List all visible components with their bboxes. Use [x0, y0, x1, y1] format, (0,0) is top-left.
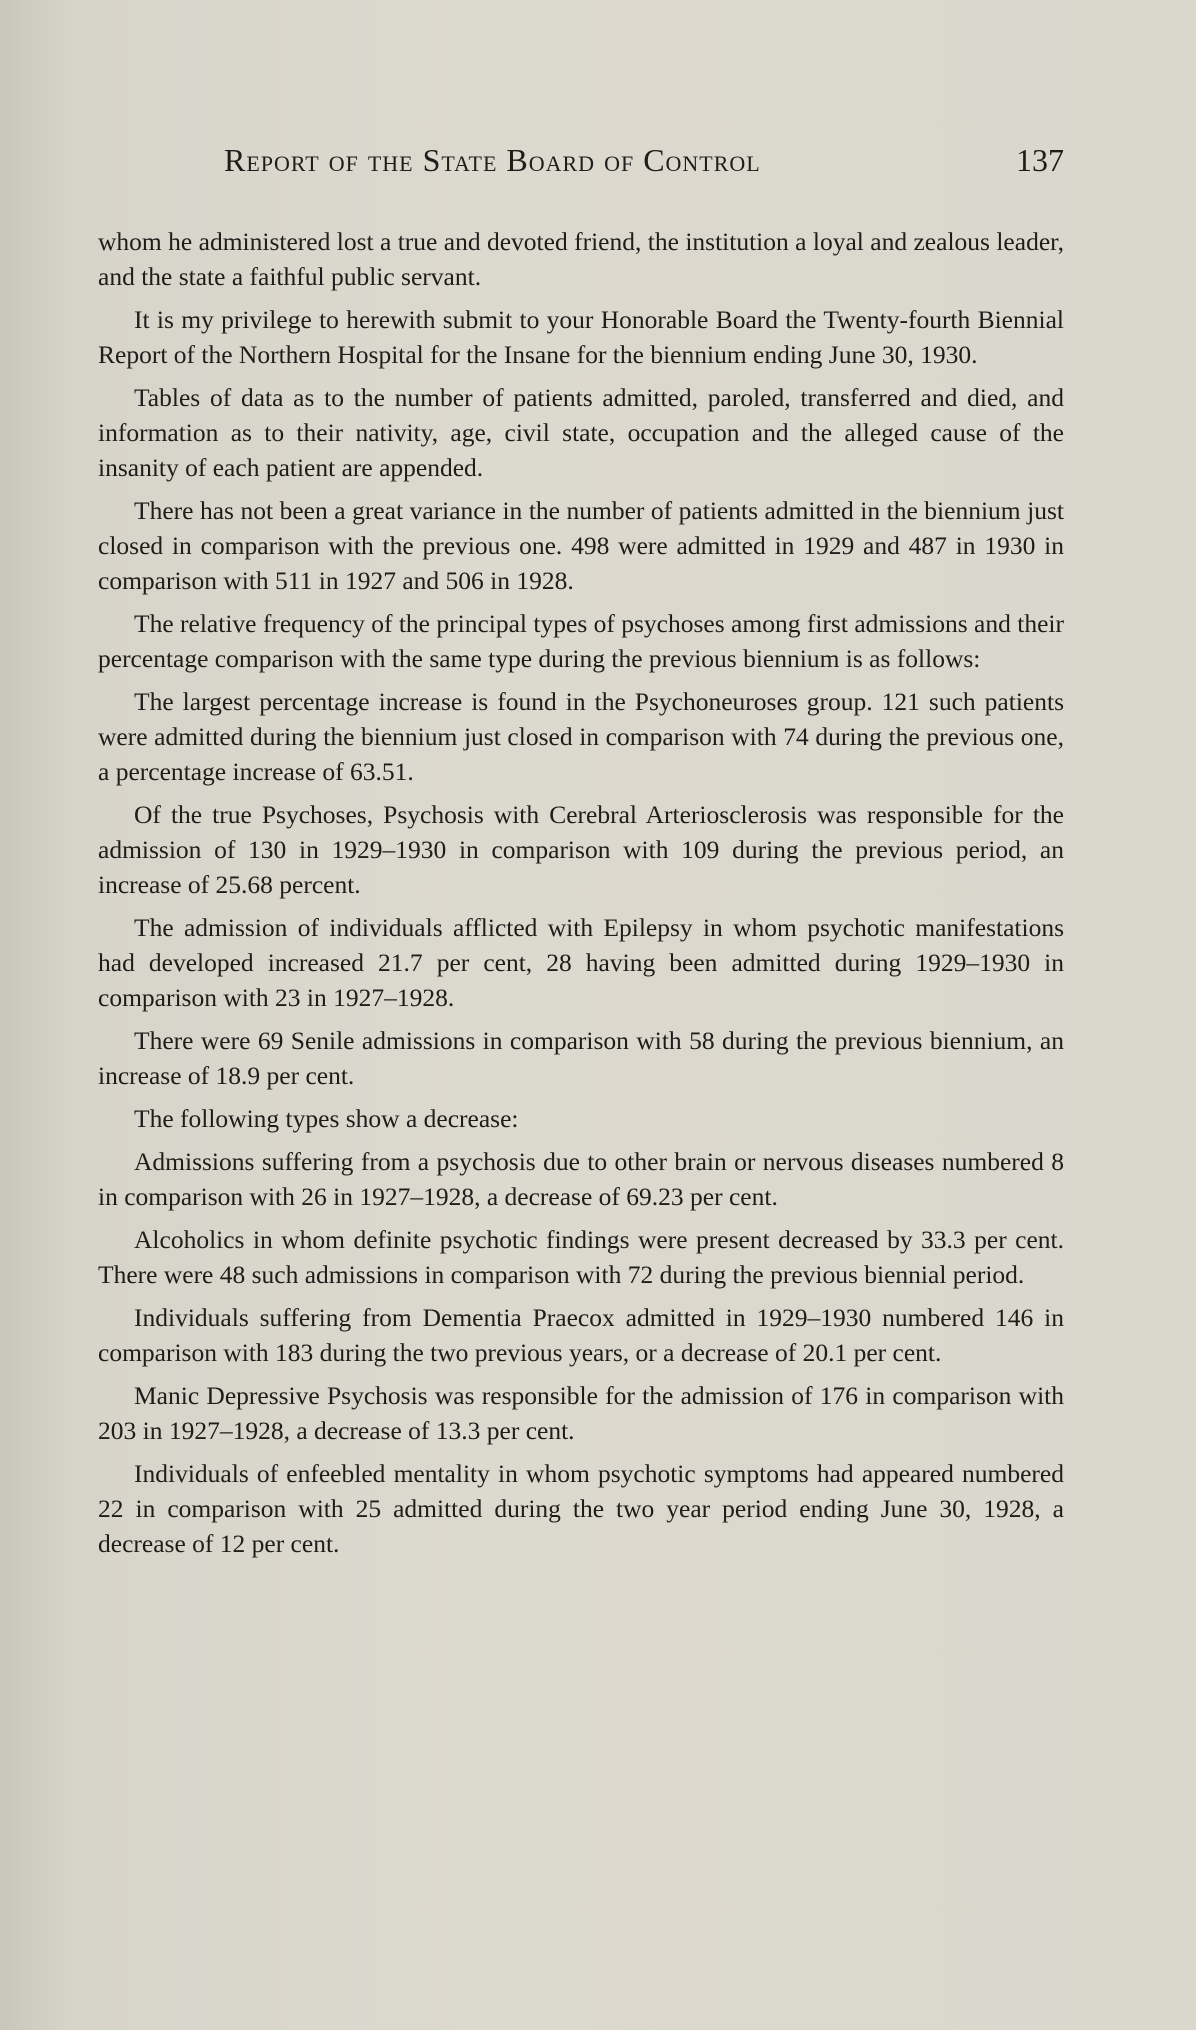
paragraph-brain-diseases: Admissions suffering from a psychosis due to other brain or nervous diseases numbered 8 in comparison with 26 in 1927–1928, a decrease of 69.23 per cent. — [98, 1147, 1064, 1211]
paragraph-relative-frequency: The relative frequency of the principal types of psychoses among first admissions and their percentage comparison with the same type during the previous biennium is as follows: — [98, 609, 1064, 673]
paragraph-dementia-praecox: Individuals suffering from Dementia Praecox admitted in 1929–1930 numbered 146 in comparison with 183 during the two previous years, or a decrease of 20.1 per cent. — [98, 1303, 1064, 1367]
paragraph-arteriosclerosis: Of the true Psychoses, Psychosis with Cerebral Arteriosclerosis was responsible for the admission of 130 in 1929–1930 in comparison with 109 during the previous period, an increase of 25.68 percent. — [98, 800, 1064, 899]
page-header — [224, 142, 1064, 186]
paragraph-continuation: whom he administered lost a true and devoted friend, the institution a loyal and zealous leader, and the state a faithful public servant. — [98, 227, 1064, 291]
paragraph-decrease-intro: The following types show a decrease: — [134, 1104, 519, 1133]
paragraph-report-submission: It is my privilege to herewith submit to your Honorable Board the Twenty-fourth Biennial Report of the Northern Hospital for the Insane for the biennium ending June 30, 1930. — [98, 305, 1064, 369]
paragraph-senile: There were 69 Senile admissions in comparison with 58 during the previous biennium, an increase of 18.9 per cent. — [98, 1026, 1064, 1090]
paragraph-tables-appended: Tables of data as to the number of patients admitted, paroled, transferred and died, and information as to their nativity, age, civil state, occupation and the alleged cause of the insanity of each patient are appended. — [98, 383, 1064, 482]
paragraph-psychoneuroses: The largest percentage increase is found in the Psychoneuroses group. 121 such patients were admitted during the biennium just closed in comparison with 74 during the previous one, a percentage increase of 63.51. — [98, 687, 1064, 786]
paragraph-epilepsy: The admission of individuals afflicted with Epilepsy in whom psychotic manifestations had developed increased 21.7 per cent, 28 having been admitted during 1929–1930 in comparison with 23 in 1927–1928. — [98, 913, 1064, 1012]
running-head: Report of the State Board of Control — [224, 142, 761, 178]
paragraph-enfeebled-mentality: Individuals of enfeebled mentality in whom psychotic symptoms had appeared numbered 22 in comparison with 25 admitted during the two year period ending June 30, 1928, a decrease of 12 per cent. — [98, 1459, 1064, 1558]
paragraph-manic-depressive: Manic Depressive Psychosis was responsible for the admission of 176 in comparison with 203 in 1927–1928, a decrease of 13.3 per cent. — [98, 1381, 1064, 1445]
paragraph-admission-variance: There has not been a great variance in the number of patients admitted in the biennium just closed in comparison with the previous one. 498 were admitted in 1929 and 487 in 1930 in comparison with 511 in 1927 and 506 in 1928. — [98, 496, 1064, 595]
paragraph-alcoholics: Alcoholics in whom definite psychotic findings were present decreased by 33.3 per cent. There were 48 such admissions in comparison with 72 during the previous biennial period. — [98, 1225, 1064, 1289]
body-text — [98, 224, 1064, 1569]
page-number: 137 — [1016, 142, 1064, 178]
